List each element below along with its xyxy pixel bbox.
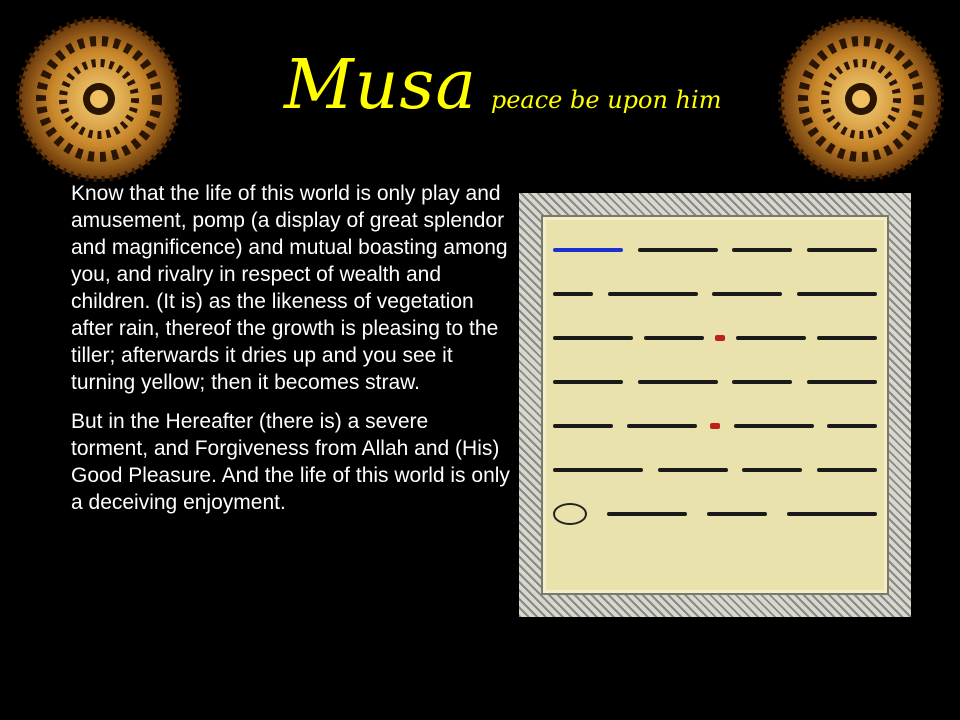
arabic-verse-image — [519, 193, 911, 617]
calligraphy-emblem-left — [14, 14, 184, 184]
slide-title — [284, 46, 721, 125]
verse-line — [553, 411, 877, 441]
calligraphy-emblem-right — [776, 14, 946, 184]
title-subtitle: peace be upon him — [490, 86, 722, 114]
ayah-number-mark — [553, 503, 587, 525]
verse-line — [553, 279, 877, 309]
verse-line — [553, 499, 877, 529]
verse-panel — [541, 215, 889, 595]
paragraph-2: But in the Hereafter (there is) a severe torment, and Forgiveness from Allah and (His) Good Pleasure. And the life of this world is only a deceiving enjoyment. — [71, 410, 510, 514]
verse-line — [553, 455, 877, 485]
verse-line — [553, 235, 877, 265]
verse-line — [553, 367, 877, 397]
verse-line — [553, 323, 877, 353]
paragraph-1: Know that the life of this world is only play and amusement, pomp (a display of great splendor and magnificence) and mutual boasting among you, and rivalry in respect of wealth and children. (It is) as the likeness of vegetation after rain, thereof the growth is pleasing to the tiller; afterwards it dries up and you see it turning yellow; then it becomes straw. — [71, 182, 508, 394]
verse-translation — [71, 180, 511, 528]
title-main: Musa — [284, 46, 477, 125]
